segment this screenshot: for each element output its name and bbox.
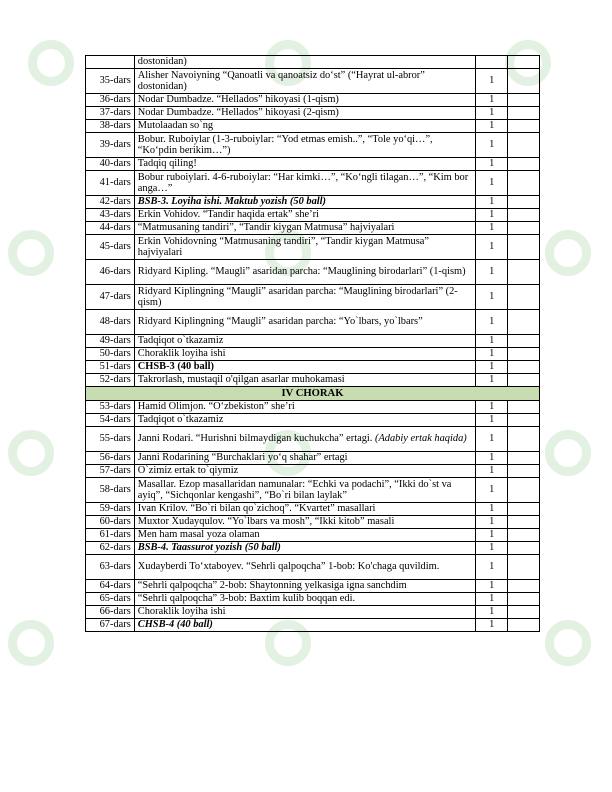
lesson-topic-text: CHSB-4 (40 ball) — [137, 619, 213, 631]
watermark-logo — [8, 430, 54, 476]
lesson-topic-text: Xudayberdi To‘xtaboyev. “Sehrli qalpoqcha” 1-bob: Ko'chaga quvildim. — [137, 561, 440, 573]
lesson-extra-cell — [508, 196, 540, 209]
lesson-number: 39-dars — [86, 133, 135, 158]
lesson-row — [86, 56, 540, 69]
lesson-row — [86, 171, 540, 196]
lesson-hours: 1 — [476, 619, 508, 632]
lesson-number: 38-dars — [86, 120, 135, 133]
lesson-row — [86, 478, 540, 503]
lesson-topic — [134, 107, 476, 120]
lesson-topic — [134, 619, 476, 632]
watermark-logo — [545, 430, 591, 476]
lesson-number: 65-dars — [86, 593, 135, 606]
lesson-topic — [134, 401, 476, 414]
lesson-topic-text: Ridyard Kipling. “Maugli” asaridan parcha: “Mauglining birodarlari” (1-qism) — [137, 266, 466, 278]
lesson-hours: 1 — [476, 94, 508, 107]
lesson-topic-text: “Matmusaning tandiri”, “Tandir kiygan Matmusa” hajviyalari — [137, 222, 395, 234]
lesson-row — [86, 69, 540, 94]
lesson-topic-text: “Sehrli qalpoqcha” 3-bob: Baxtim kulib boqqan edi. — [137, 593, 356, 605]
lesson-extra-cell — [508, 427, 540, 452]
lesson-topic-text: Janni Rodarining “Burchaklari yo‘q shahar” ertagi — [137, 452, 348, 464]
lesson-number: 66-dars — [86, 606, 135, 619]
lesson-extra-cell — [508, 503, 540, 516]
lesson-number: 35-dars — [86, 69, 135, 94]
lesson-topic-text: Nodar Dumbadze. “Hellados” hikoyasi (2-qism) — [137, 107, 339, 119]
lesson-topic-text: Erkin Vohidov. “Tandir haqida ertak” she’ri — [137, 209, 319, 221]
lesson-topic — [134, 478, 476, 503]
lesson-rows-after — [86, 401, 540, 632]
lesson-topic-text: BSB-4. Taassurot yozish (50 ball) — [137, 542, 281, 554]
lesson-topic-note: (Adabiy ertak haqida) — [374, 433, 467, 445]
lesson-row — [86, 414, 540, 427]
lesson-number: 40-dars — [86, 158, 135, 171]
lesson-topic — [134, 260, 476, 285]
lesson-topic — [134, 580, 476, 593]
lesson-extra-cell — [508, 335, 540, 348]
lesson-topic — [134, 414, 476, 427]
lesson-topic — [134, 171, 476, 196]
lesson-hours — [476, 56, 508, 69]
lesson-row — [86, 158, 540, 171]
lesson-topic — [134, 348, 476, 361]
lesson-hours: 1 — [476, 542, 508, 555]
lesson-hours: 1 — [476, 171, 508, 196]
lesson-number: 51-dars — [86, 361, 135, 374]
lesson-hours: 1 — [476, 260, 508, 285]
lesson-row — [86, 120, 540, 133]
lesson-topic — [134, 427, 476, 452]
watermark-logo — [545, 230, 591, 276]
lesson-hours: 1 — [476, 427, 508, 452]
lesson-extra-cell — [508, 260, 540, 285]
lesson-extra-cell — [508, 516, 540, 529]
lesson-topic — [134, 516, 476, 529]
lesson-row — [86, 619, 540, 632]
lesson-hours: 1 — [476, 348, 508, 361]
lesson-extra-cell — [508, 606, 540, 619]
lesson-row — [86, 335, 540, 348]
lesson-topic — [134, 56, 476, 69]
lesson-extra-cell — [508, 120, 540, 133]
lesson-row — [86, 310, 540, 335]
lesson-hours: 1 — [476, 529, 508, 542]
lesson-hours: 1 — [476, 222, 508, 235]
lesson-topic-text: Tadqiq qiling! — [137, 158, 197, 170]
lesson-topic-text: Mutolaadan so`ng — [137, 120, 214, 132]
lesson-row — [86, 196, 540, 209]
lesson-hours: 1 — [476, 503, 508, 516]
lesson-number: 58-dars — [86, 478, 135, 503]
lesson-extra-cell — [508, 133, 540, 158]
lesson-hours: 1 — [476, 465, 508, 478]
lesson-row — [86, 555, 540, 580]
lesson-hours: 1 — [476, 414, 508, 427]
lesson-topic — [134, 361, 476, 374]
lesson-hours: 1 — [476, 196, 508, 209]
lesson-topic-text: Muxtor Xudayqulov. “Yo`lbars va mosh”, “Ikki kitob” masali — [137, 516, 395, 528]
lesson-number — [86, 56, 135, 69]
lesson-extra-cell — [508, 452, 540, 465]
lesson-extra-cell — [508, 555, 540, 580]
lesson-extra-cell — [508, 107, 540, 120]
lesson-hours: 1 — [476, 606, 508, 619]
lesson-extra-cell — [508, 56, 540, 69]
lesson-extra-cell — [508, 361, 540, 374]
lesson-topic-text: Nodar Dumbadze. “Hellados” hikoyasi (1-qism) — [137, 94, 339, 106]
lesson-number: 47-dars — [86, 285, 135, 310]
lesson-number: 62-dars — [86, 542, 135, 555]
lesson-number: 46-dars — [86, 260, 135, 285]
lesson-extra-cell — [508, 593, 540, 606]
lesson-number: 49-dars — [86, 335, 135, 348]
lesson-topic-text: Men ham masal yoza olaman — [137, 529, 260, 541]
lesson-topic-text: Ivan Krilov. “Bo`ri bilan qo`zichoq”. “Kvartet” masallari — [137, 503, 376, 515]
lesson-topic — [134, 196, 476, 209]
lesson-row — [86, 133, 540, 158]
lesson-topic — [134, 452, 476, 465]
lesson-hours: 1 — [476, 361, 508, 374]
section-block — [86, 387, 540, 401]
lesson-extra-cell — [508, 478, 540, 503]
lesson-row — [86, 593, 540, 606]
lesson-row — [86, 580, 540, 593]
lesson-extra-cell — [508, 542, 540, 555]
lesson-extra-cell — [508, 94, 540, 107]
lesson-number: 44-dars — [86, 222, 135, 235]
lesson-topic — [134, 335, 476, 348]
lesson-number: 56-dars — [86, 452, 135, 465]
lesson-plan-table — [85, 55, 540, 632]
lesson-hours: 1 — [476, 310, 508, 335]
lesson-extra-cell — [508, 580, 540, 593]
lesson-extra-cell — [508, 619, 540, 632]
lesson-topic-text: dostonidan) — [137, 56, 187, 68]
lesson-number: 50-dars — [86, 348, 135, 361]
lesson-hours: 1 — [476, 133, 508, 158]
lesson-extra-cell — [508, 414, 540, 427]
lesson-hours: 1 — [476, 107, 508, 120]
lesson-hours: 1 — [476, 580, 508, 593]
watermark-logo — [8, 230, 54, 276]
lesson-row — [86, 503, 540, 516]
watermark-logo — [28, 40, 74, 86]
lesson-hours: 1 — [476, 401, 508, 414]
lesson-extra-cell — [508, 158, 540, 171]
lesson-row — [86, 222, 540, 235]
lesson-hours: 1 — [476, 235, 508, 260]
lesson-topic-text: “Sehrli qalpoqcha” 2-bob: Shaytonning yelkasiga igna sanchdim — [137, 580, 407, 592]
lesson-topic — [134, 529, 476, 542]
lesson-number: 43-dars — [86, 209, 135, 222]
lesson-number: 67-dars — [86, 619, 135, 632]
lesson-extra-cell — [508, 465, 540, 478]
lesson-topic — [134, 503, 476, 516]
lesson-topic-text: Choraklik loyiha ishi — [137, 348, 226, 360]
lesson-row — [86, 401, 540, 414]
lesson-hours: 1 — [476, 555, 508, 580]
lesson-number: 63-dars — [86, 555, 135, 580]
lesson-number: 41-dars — [86, 171, 135, 196]
lesson-topic — [134, 222, 476, 235]
lesson-hours: 1 — [476, 69, 508, 94]
lesson-extra-cell — [508, 222, 540, 235]
lesson-topic-text: Takrorlash, mustaqil o'qilgan asarlar muhokamasi — [137, 374, 345, 386]
lesson-rows-before — [86, 56, 540, 387]
lesson-topic — [134, 593, 476, 606]
lesson-hours: 1 — [476, 516, 508, 529]
lesson-number: 57-dars — [86, 465, 135, 478]
lesson-extra-cell — [508, 209, 540, 222]
lesson-row — [86, 107, 540, 120]
lesson-topic — [134, 606, 476, 619]
lesson-row — [86, 209, 540, 222]
lesson-row — [86, 465, 540, 478]
lesson-number: 55-dars — [86, 427, 135, 452]
lesson-topic — [134, 310, 476, 335]
lesson-number: 36-dars — [86, 94, 135, 107]
lesson-topic — [134, 158, 476, 171]
lesson-number: 60-dars — [86, 516, 135, 529]
lesson-row — [86, 427, 540, 452]
lesson-topic — [134, 285, 476, 310]
section-header-row — [86, 387, 540, 401]
lesson-extra-cell — [508, 285, 540, 310]
lesson-row — [86, 348, 540, 361]
lesson-extra-cell — [508, 171, 540, 196]
lesson-topic — [134, 542, 476, 555]
lesson-row — [86, 374, 540, 387]
lesson-topic-text: O`zimiz ertak to`qiymiz — [137, 465, 239, 477]
lesson-hours: 1 — [476, 452, 508, 465]
lesson-hours: 1 — [476, 285, 508, 310]
lesson-row — [86, 285, 540, 310]
lesson-topic-text: Bobur. Ruboiylar (1-3-ruboiylar: “Yod etmas emish..”, “Tole yo‘qi…”, “Ko‘pdin berikim…”) — [137, 133, 433, 156]
lesson-number: 64-dars — [86, 580, 135, 593]
lesson-number: 37-dars — [86, 107, 135, 120]
lesson-extra-cell — [508, 374, 540, 387]
lesson-topic — [134, 120, 476, 133]
lesson-number: 45-dars — [86, 235, 135, 260]
lesson-row — [86, 94, 540, 107]
lesson-topic-text: Tadqiqot o`tkazamiz — [137, 414, 224, 426]
lesson-topic-text: BSB-3. Loyiha ishi. Maktub yozish (50 ball) — [137, 196, 326, 208]
lesson-hours: 1 — [476, 158, 508, 171]
lesson-row — [86, 361, 540, 374]
lesson-topic — [134, 235, 476, 260]
lesson-extra-cell — [508, 310, 540, 335]
lesson-number: 59-dars — [86, 503, 135, 516]
lesson-topic-text: Ridyard Kiplingning “Maugli” asaridan parcha: “Mauglining birodarlari” (2-qism) — [137, 285, 458, 308]
lesson-row — [86, 260, 540, 285]
lesson-number: 48-dars — [86, 310, 135, 335]
lesson-topic-text: Masallar. Ezop masallaridan namunalar: “Echki va podachi”, “Ikki do`st va ayiq”, “Sichqonlar kengashi”, “Bo`ri bilan laylak” — [137, 478, 452, 501]
lesson-row — [86, 452, 540, 465]
lesson-hours: 1 — [476, 209, 508, 222]
lesson-extra-cell — [508, 348, 540, 361]
lesson-topic-text: Bobur ruboiylari. 4-6-ruboiylar: “Har kimki…”, “Ko‘ngli tilagan…”, “Kim bor anga…” — [137, 171, 469, 194]
lesson-row — [86, 516, 540, 529]
lesson-topic-text: Alisher Navoiyning “Qanoatli va qanoatsiz do‘st” (“Hayrat ul-abror” dostonidan) — [137, 69, 425, 92]
lesson-number: 54-dars — [86, 414, 135, 427]
lesson-hours: 1 — [476, 335, 508, 348]
lesson-topic-text: CHSB-3 (40 ball) — [137, 361, 214, 373]
lesson-extra-cell — [508, 401, 540, 414]
lesson-extra-cell — [508, 235, 540, 260]
lesson-number: 61-dars — [86, 529, 135, 542]
lesson-topic — [134, 465, 476, 478]
lesson-hours: 1 — [476, 478, 508, 503]
lesson-hours: 1 — [476, 120, 508, 133]
lesson-extra-cell — [508, 529, 540, 542]
lesson-number: 52-dars — [86, 374, 135, 387]
lesson-topic-text: Erkin Vohidovning “Matmusaning tandiri”, “Tandir kiygan Matmusa” hajviyalari — [137, 235, 429, 258]
lesson-topic — [134, 94, 476, 107]
lesson-row — [86, 542, 540, 555]
lesson-number: 53-dars — [86, 401, 135, 414]
lesson-topic-text: Hamid Olimjon. “O‘zbekiston” she’ri — [137, 401, 295, 413]
lesson-topic-text: Tadqiqot o`tkazamiz — [137, 335, 224, 347]
lesson-topic — [134, 133, 476, 158]
lesson-hours: 1 — [476, 593, 508, 606]
lesson-row — [86, 606, 540, 619]
section-label: IV CHORAK — [86, 387, 540, 401]
lesson-number: 42-dars — [86, 196, 135, 209]
lesson-hours: 1 — [476, 374, 508, 387]
lesson-topic — [134, 555, 476, 580]
lesson-row — [86, 529, 540, 542]
watermark-logo — [545, 620, 591, 666]
lesson-topic-text: Janni Rodari. “Hurishni bilmaydigan kuchukcha” ertagi. — [137, 433, 373, 445]
lesson-row — [86, 235, 540, 260]
lesson-topic-text: Ridyard Kiplingning “Maugli” asaridan parcha: “Yo`lbars, yo`lbars” — [137, 316, 423, 328]
lesson-topic-text: Choraklik loyiha ishi — [137, 606, 226, 618]
lesson-topic — [134, 374, 476, 387]
lesson-topic — [134, 69, 476, 94]
watermark-logo — [8, 620, 54, 666]
lesson-extra-cell — [508, 69, 540, 94]
lesson-topic — [134, 209, 476, 222]
